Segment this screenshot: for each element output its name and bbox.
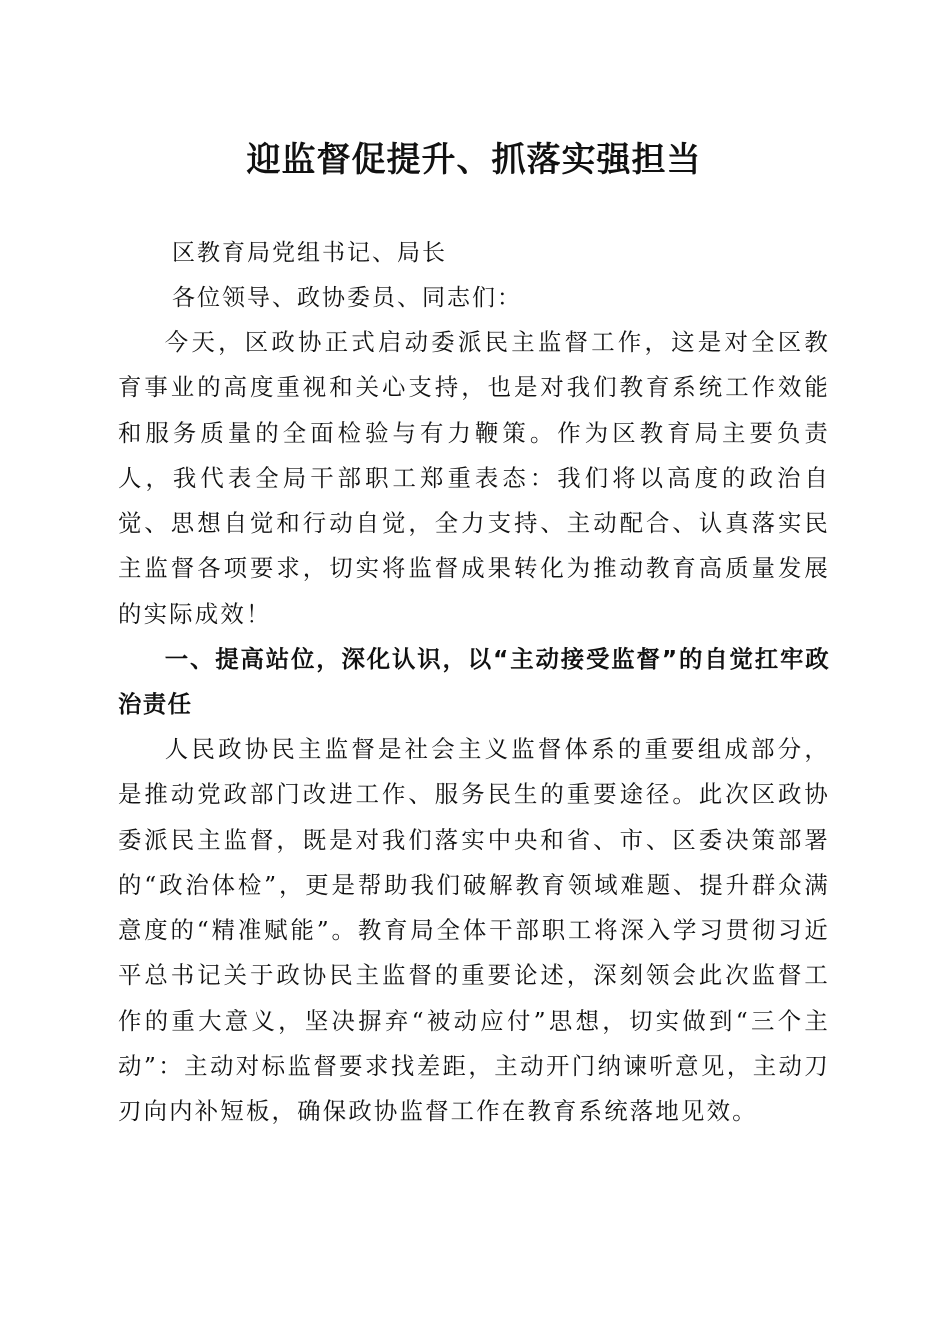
section-body-paragraph: 人民政协民主监督是社会主义监督体系的重要组成部分，是推动党政部门改进工作、服务民生的重要途径。此次区政协委派民主监督，既是对我们落实中央和省、市、区委决策部署的“政治体检”，更是帮助我们破解教育领域难题、提升群众满意度的“精准赋能”。教育局全体干部职工将深入学习贯彻习近平总书记关于政协民主监督的重要论述，深刻领会此次监督工作的重大意义，坚决摒弃“被动应付”思想，切实做到“三个主动”：主动对标监督要求找差距，主动开门纳谏听意见，主动刀刃向内补短板，确保政协监督工作在教育系统落地见效。	[118, 735, 830, 1126]
speaker-line: 区教育局党组书记、局长	[172, 240, 447, 266]
section-heading: 一、提高站位，深化认识，以“主动接受监督”的自觉扛牢政治责任	[118, 645, 830, 719]
document-title: 迎监督促提升、抓落实强担当	[246, 140, 702, 180]
salutation-line: 各位领导、政协委员、同志们：	[172, 285, 522, 311]
intro-paragraph: 今天，区政协正式启动委派民主监督工作，这是对全区教育事业的高度重视和关心支持，也是对我们教育系统工作效能和服务质量的全面检验与有力鞭策。作为区教育局主要负责人，我代表全局干部职工郑重表态：我们将以高度的政治自觉、思想自觉和行动自觉，全力支持、主动配合、认真落实民主监督各项要求，切实将监督成果转化为推动教育高质量发展的实际成效！	[118, 328, 830, 628]
